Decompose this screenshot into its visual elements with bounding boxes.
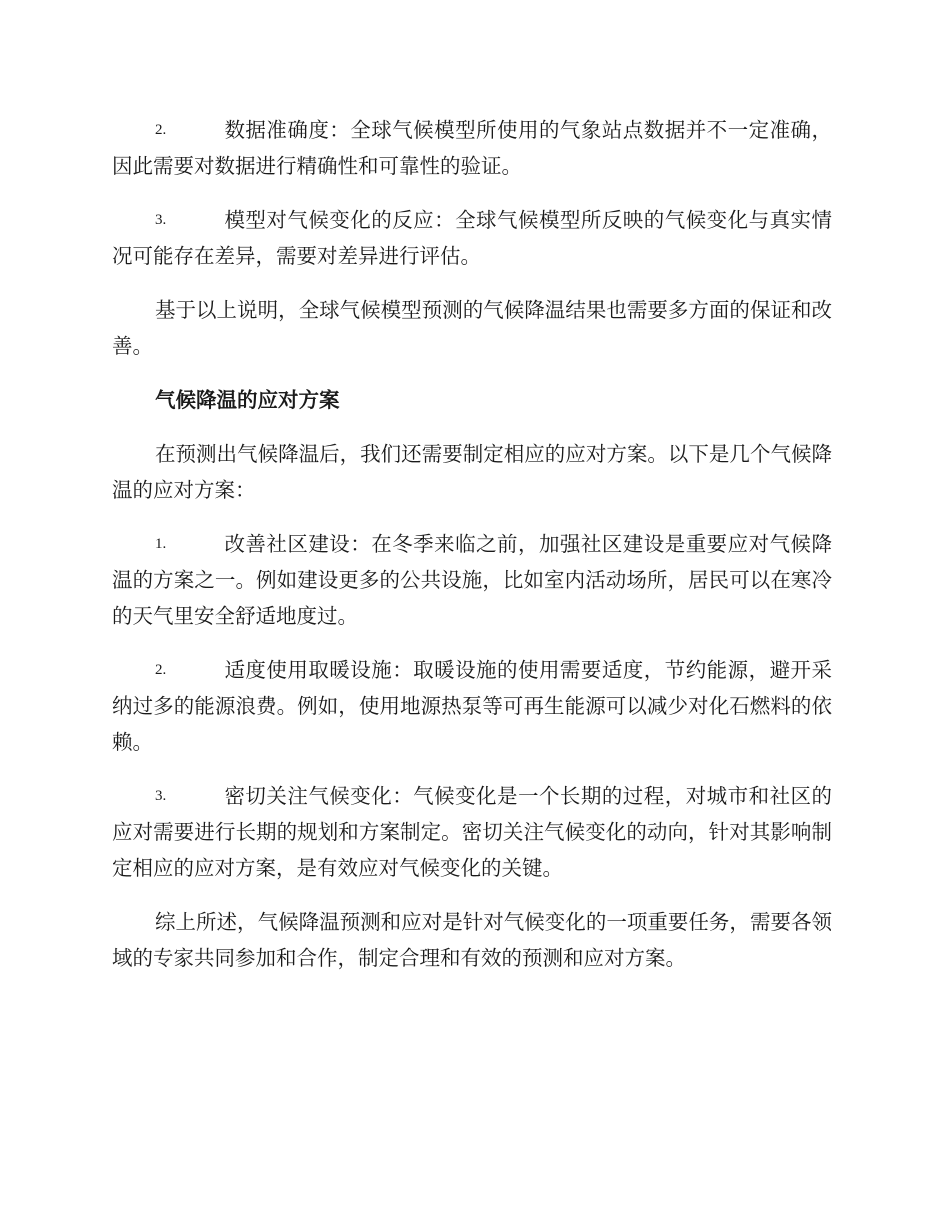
list-number: 3.	[155, 788, 167, 804]
section-heading: 气候降温的应对方案	[155, 388, 340, 412]
list-text: 改善社区建设：在冬季来临之前，加强社区建设是重要应对气候降温的方案之一。例如建设更多的公共设施，比如室内活动场所，居民可以在寒冷的天气里安全舒适地度过。	[112, 532, 832, 628]
list-item	[112, 112, 832, 184]
list-text: 模型对气候变化的反应：全球气候模型所反映的气候变化与真实情况可能存在差异，需要对差异进行评估。	[112, 208, 832, 268]
list-text: 适度使用取暖设施：取暖设施的使用需要适度，节约能源，避开采纳过多的能源浪费。例如，使用地源热泵等可再生能源可以减少对化石燃料的依赖。	[112, 658, 832, 754]
list-item	[112, 652, 832, 760]
list-number: 1.	[155, 536, 167, 552]
list-number: 2.	[155, 662, 167, 678]
list-text: 数据准确度：全球气候模型所使用的气象站点数据并不一定准确，因此需要对数据进行精确性和可靠性的验证。	[112, 118, 832, 178]
list-item	[112, 778, 832, 886]
list-text: 密切关注气候变化：气候变化是一个长期的过程，对城市和社区的应对需要进行长期的规划和方案制定。密切关注气候变化的动向，针对其影响制定相应的应对方案，是有效应对气候变化的关键。	[112, 784, 832, 880]
list-number: 3.	[155, 212, 167, 228]
list-item	[112, 526, 832, 634]
list-number: 2.	[155, 122, 167, 138]
document-page	[112, 112, 832, 994]
conclusion-paragraph: 综上所述，气候降温预测和应对是针对气候变化的一项重要任务，需要各领域的专家共同参加和合作，制定合理和有效的预测和应对方案。	[112, 910, 832, 970]
intro-paragraph: 在预测出气候降温后，我们还需要制定相应的应对方案。以下是几个气候降温的应对方案：	[112, 442, 832, 502]
list-item	[112, 202, 832, 274]
summary-paragraph: 基于以上说明，全球气候模型预测的气候降温结果也需要多方面的保证和改善。	[112, 298, 832, 358]
